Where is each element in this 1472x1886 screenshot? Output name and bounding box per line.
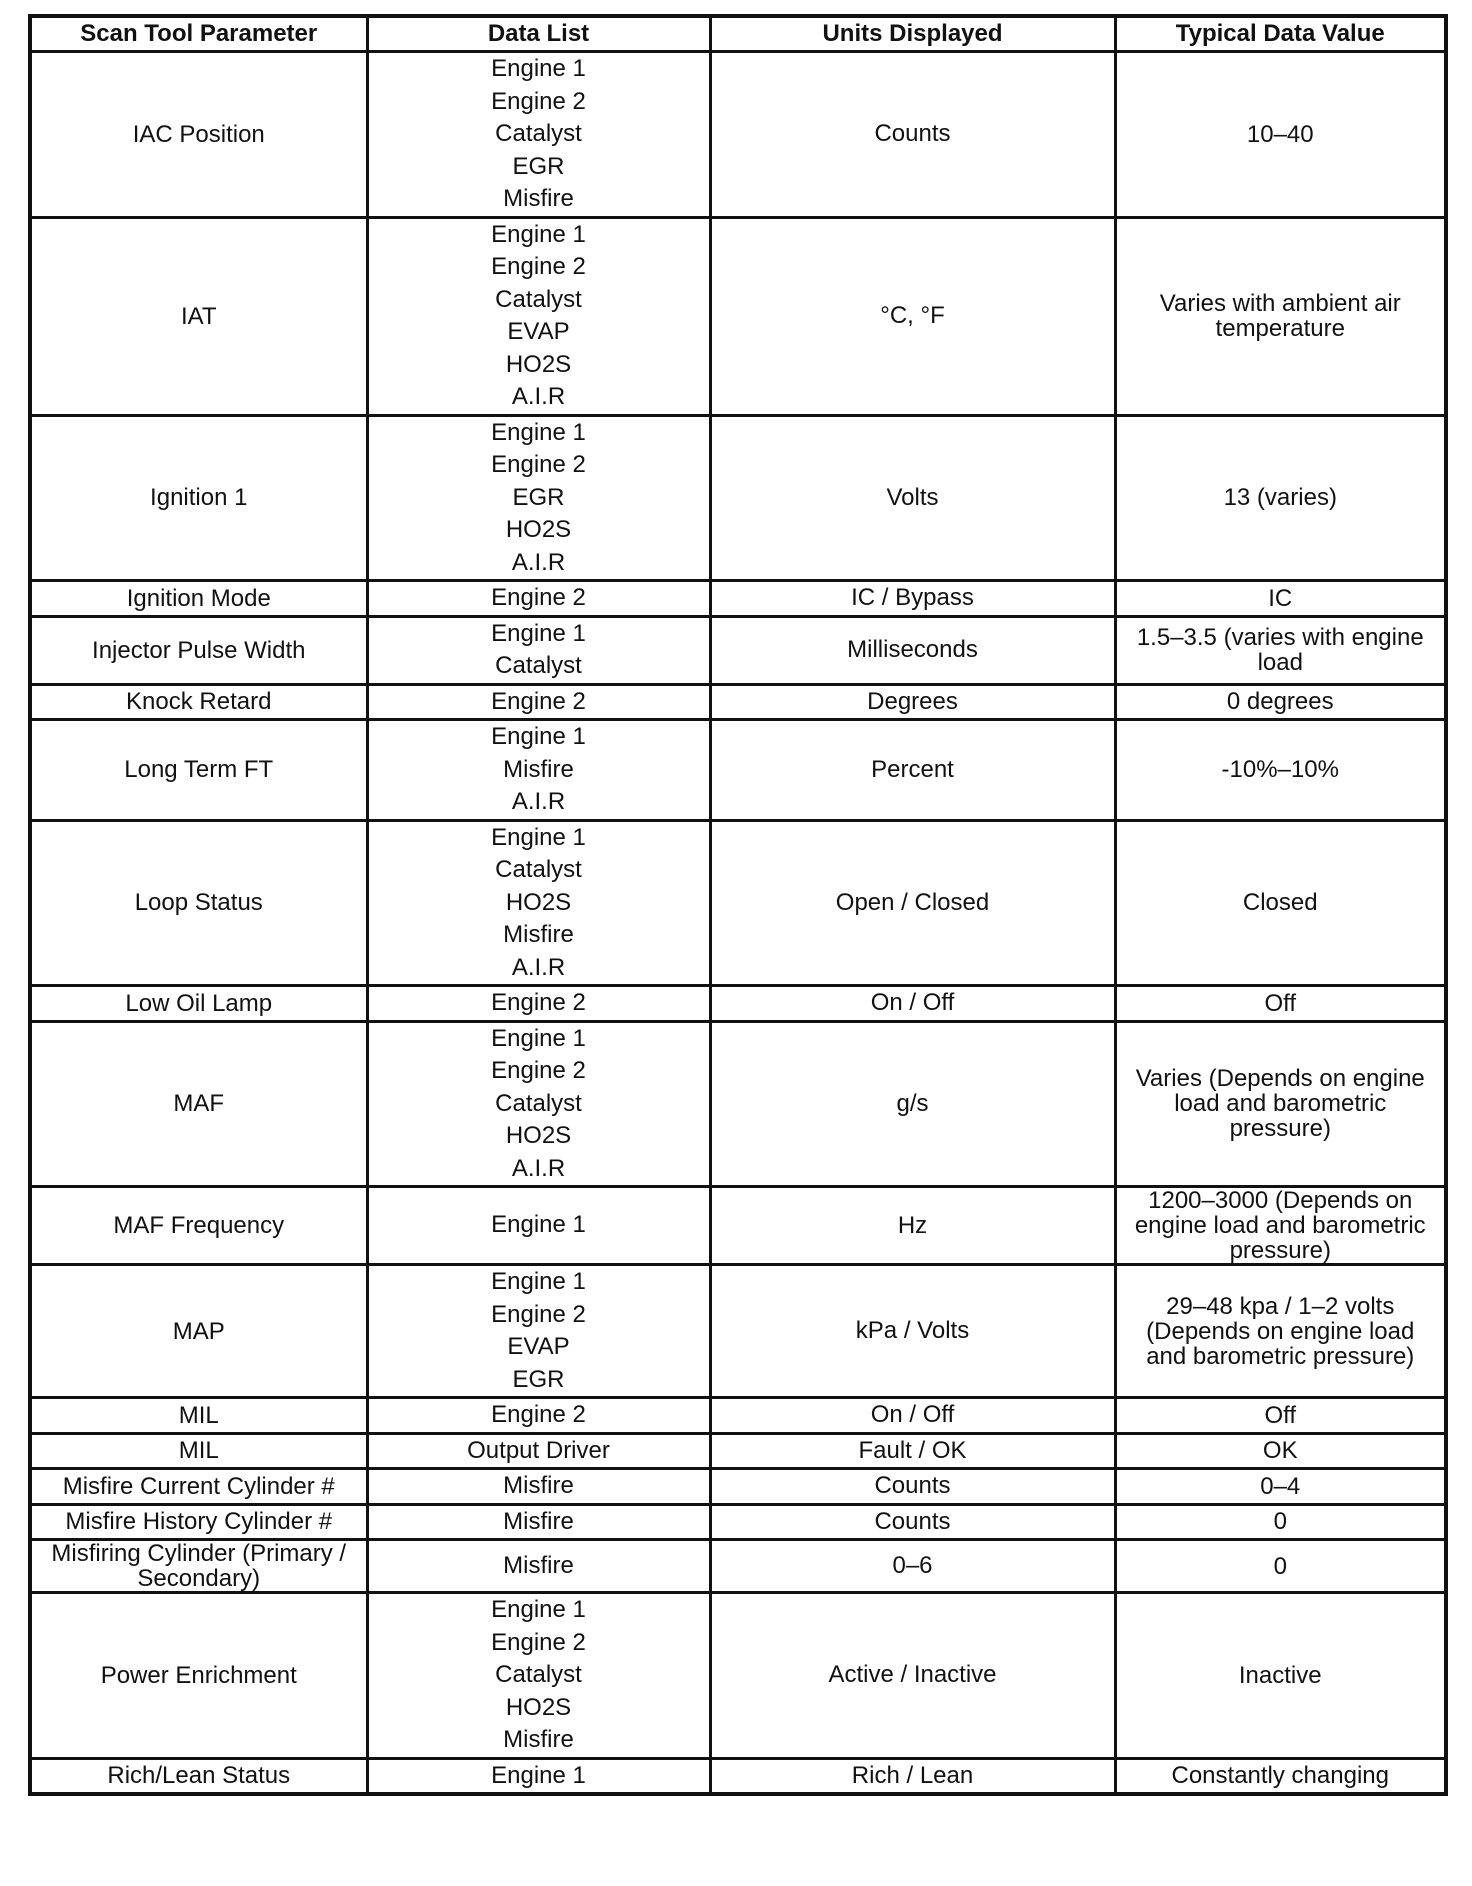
cell-typical-value: 1200–3000 (Depends on engine load and barometric pressure) (1115, 1187, 1446, 1265)
cell-typical-value: 10–40 (1115, 52, 1446, 218)
data-list-item: Catalyst (495, 1089, 582, 1117)
cell-typical-value: IC (1115, 581, 1446, 617)
table-row (30, 217, 1446, 415)
cell-units-displayed: g/s (710, 1021, 1115, 1187)
table-row (30, 1187, 1446, 1265)
cell-typical-value: 0 (1115, 1540, 1446, 1593)
cell-data-list (367, 616, 710, 684)
scan-tool-data-table (28, 14, 1448, 1796)
data-list-item: Engine 2 (491, 989, 586, 1016)
cell-data-list (367, 720, 710, 821)
header-scan-tool-parameter: Scan Tool Parameter (30, 16, 367, 52)
data-list-item: HO2S (505, 1693, 572, 1721)
cell-units-displayed: IC / Bypass (710, 581, 1115, 617)
cell-data-list (367, 1433, 710, 1469)
cell-parameter: MAP (30, 1265, 367, 1398)
cell-typical-value: Varies (Depends on engine load and barometric pressure) (1115, 1021, 1446, 1187)
data-list-item: Engine 1 (491, 723, 586, 750)
cell-parameter: Ignition 1 (30, 415, 367, 581)
cell-parameter: Injector Pulse Width (30, 616, 367, 684)
cell-units-displayed: 0–6 (710, 1540, 1115, 1593)
cell-units-displayed: Fault / OK (710, 1433, 1115, 1469)
cell-typical-value: Varies with ambient air temperature (1115, 217, 1446, 415)
cell-units-displayed: Volts (710, 415, 1115, 581)
data-list-item: HO2S (505, 888, 572, 916)
cell-parameter: Misfiring Cylinder (Primary / Secondary) (30, 1540, 367, 1593)
data-list-item: Engine 1 (491, 1024, 586, 1052)
table-body (30, 52, 1446, 1795)
data-list-item: Catalyst (495, 856, 582, 883)
cell-typical-value: 0 (1115, 1504, 1446, 1540)
cell-parameter: Low Oil Lamp (30, 986, 367, 1022)
cell-typical-value: Inactive (1115, 1593, 1446, 1759)
cell-units-displayed: On / Off (710, 986, 1115, 1022)
cell-typical-value: Off (1115, 1398, 1446, 1434)
cell-data-list (367, 1398, 710, 1434)
data-list-item: Misfire (503, 921, 574, 948)
data-list-item: EVAP (507, 1333, 570, 1360)
data-list-item: Misfire (503, 185, 574, 212)
cell-parameter: MIL (30, 1433, 367, 1469)
data-list-item: Misfire (503, 1507, 574, 1535)
data-list-item: Engine 2 (491, 1628, 586, 1656)
cell-typical-value: Constantly changing (1115, 1758, 1446, 1794)
data-list-item: Engine 2 (491, 1057, 586, 1084)
data-list-item: Engine 1 (491, 619, 586, 647)
cell-parameter: Power Enrichment (30, 1593, 367, 1759)
table-row (30, 1433, 1446, 1469)
cell-data-list (367, 581, 710, 617)
header-typical-data-value: Typical Data Value (1115, 16, 1446, 52)
cell-parameter: MAF Frequency (30, 1187, 367, 1265)
scan-tool-data-sheet (28, 14, 1444, 1796)
data-list-item: HO2S (505, 1122, 572, 1149)
cell-data-list (367, 986, 710, 1022)
data-list-item: Misfire (503, 1551, 574, 1579)
table-row (30, 820, 1446, 986)
data-list-item: Engine 2 (491, 1401, 586, 1428)
cell-units-displayed: Counts (710, 1504, 1115, 1540)
data-list-item: EGR (512, 483, 565, 511)
cell-data-list (367, 1021, 710, 1187)
data-list-item: Engine 1 (491, 55, 586, 82)
cell-typical-value: 0 degrees (1115, 684, 1446, 720)
data-list-item: HO2S (505, 350, 572, 378)
table-row (30, 1504, 1446, 1540)
cell-data-list (367, 684, 710, 720)
data-list-item: Engine 1 (491, 418, 586, 446)
table-row (30, 1398, 1446, 1434)
cell-data-list (367, 1540, 710, 1593)
data-list-item: Catalyst (495, 652, 582, 679)
table-row (30, 1265, 1446, 1398)
table-row (30, 616, 1446, 684)
data-list-item: A.I.R (511, 548, 566, 576)
cell-data-list (367, 217, 710, 415)
data-list-item: Engine 2 (491, 253, 586, 280)
cell-units-displayed: Milliseconds (710, 616, 1115, 684)
data-list-item: Engine 2 (491, 87, 586, 115)
table-row (30, 684, 1446, 720)
cell-data-list (367, 1265, 710, 1398)
data-list-item: Engine 2 (491, 451, 586, 478)
cell-units-displayed: Hz (710, 1187, 1115, 1265)
data-list-item: Engine 2 (491, 584, 586, 611)
cell-typical-value: 29–48 kpa / 1–2 volts (Depends on engine load and barometric pressure) (1115, 1265, 1446, 1398)
cell-units-displayed: Counts (710, 52, 1115, 218)
cell-units-displayed: Active / Inactive (710, 1593, 1115, 1759)
table-row (30, 1758, 1446, 1794)
data-list-item: Misfire (503, 1472, 574, 1499)
cell-data-list (367, 52, 710, 218)
cell-typical-value: -10%–10% (1115, 720, 1446, 821)
data-list-item: Engine 1 (491, 823, 586, 851)
data-list-item: EGR (512, 152, 565, 180)
data-list-item: Misfire (503, 1726, 574, 1753)
table-row (30, 986, 1446, 1022)
cell-data-list (367, 415, 710, 581)
cell-data-list (367, 1187, 710, 1265)
data-list-item: EGR (512, 1365, 565, 1393)
cell-units-displayed: °C, °F (710, 217, 1115, 415)
cell-parameter: Misfire Current Cylinder # (30, 1469, 367, 1505)
cell-typical-value: OK (1115, 1433, 1446, 1469)
cell-typical-value: Off (1115, 986, 1446, 1022)
cell-units-displayed: Counts (710, 1469, 1115, 1505)
header-row (30, 16, 1446, 52)
cell-parameter: Misfire History Cylinder # (30, 1504, 367, 1540)
data-list-item: A.I.R (511, 788, 566, 815)
data-list-item: Engine 1 (491, 1761, 586, 1789)
data-list-item: A.I.R (511, 953, 566, 981)
cell-data-list (367, 820, 710, 986)
cell-parameter: IAC Position (30, 52, 367, 218)
cell-parameter: Rich/Lean Status (30, 1758, 367, 1794)
table-row (30, 1593, 1446, 1759)
cell-typical-value: 13 (varies) (1115, 415, 1446, 581)
data-list-item: Output Driver (467, 1436, 610, 1464)
cell-parameter: MAF (30, 1021, 367, 1187)
data-list-item: Engine 1 (491, 1268, 586, 1295)
cell-typical-value: Closed (1115, 820, 1446, 986)
data-list-item: Engine 2 (491, 687, 586, 715)
data-list-item: Catalyst (495, 285, 582, 313)
cell-parameter: IAT (30, 217, 367, 415)
cell-units-displayed: kPa / Volts (710, 1265, 1115, 1398)
cell-parameter: Long Term FT (30, 720, 367, 821)
cell-data-list (367, 1758, 710, 1794)
data-list-item: EVAP (507, 318, 570, 345)
data-list-item: A.I.R (511, 1154, 566, 1182)
table-row (30, 52, 1446, 218)
data-list-item: Misfire (503, 755, 574, 783)
data-list-item: Engine 1 (491, 1211, 586, 1239)
cell-data-list (367, 1593, 710, 1759)
data-list-item: Catalyst (495, 120, 582, 147)
cell-typical-value: 0–4 (1115, 1469, 1446, 1505)
header-units-displayed: Units Displayed (710, 16, 1115, 52)
table-header (30, 16, 1446, 52)
cell-parameter: Loop Status (30, 820, 367, 986)
data-list-item: A.I.R (511, 383, 566, 410)
data-list-item: Engine 2 (491, 1300, 586, 1328)
cell-units-displayed: Degrees (710, 684, 1115, 720)
header-data-list: Data List (367, 16, 710, 52)
cell-units-displayed: Percent (710, 720, 1115, 821)
cell-data-list (367, 1504, 710, 1540)
cell-units-displayed: On / Off (710, 1398, 1115, 1434)
data-list-item: HO2S (505, 516, 572, 543)
data-list-item: Engine 1 (491, 1596, 586, 1623)
table-row (30, 1540, 1446, 1593)
cell-parameter: MIL (30, 1398, 367, 1434)
table-row (30, 581, 1446, 617)
cell-parameter: Knock Retard (30, 684, 367, 720)
table-row (30, 720, 1446, 821)
cell-units-displayed: Open / Closed (710, 820, 1115, 986)
table-row (30, 415, 1446, 581)
cell-units-displayed: Rich / Lean (710, 1758, 1115, 1794)
data-list-item: Engine 1 (491, 220, 586, 248)
data-list-item: Catalyst (495, 1661, 582, 1688)
cell-parameter: Ignition Mode (30, 581, 367, 617)
cell-typical-value: 1.5–3.5 (varies with engine load (1115, 616, 1446, 684)
table-row (30, 1021, 1446, 1187)
cell-data-list (367, 1469, 710, 1505)
table-row (30, 1469, 1446, 1505)
